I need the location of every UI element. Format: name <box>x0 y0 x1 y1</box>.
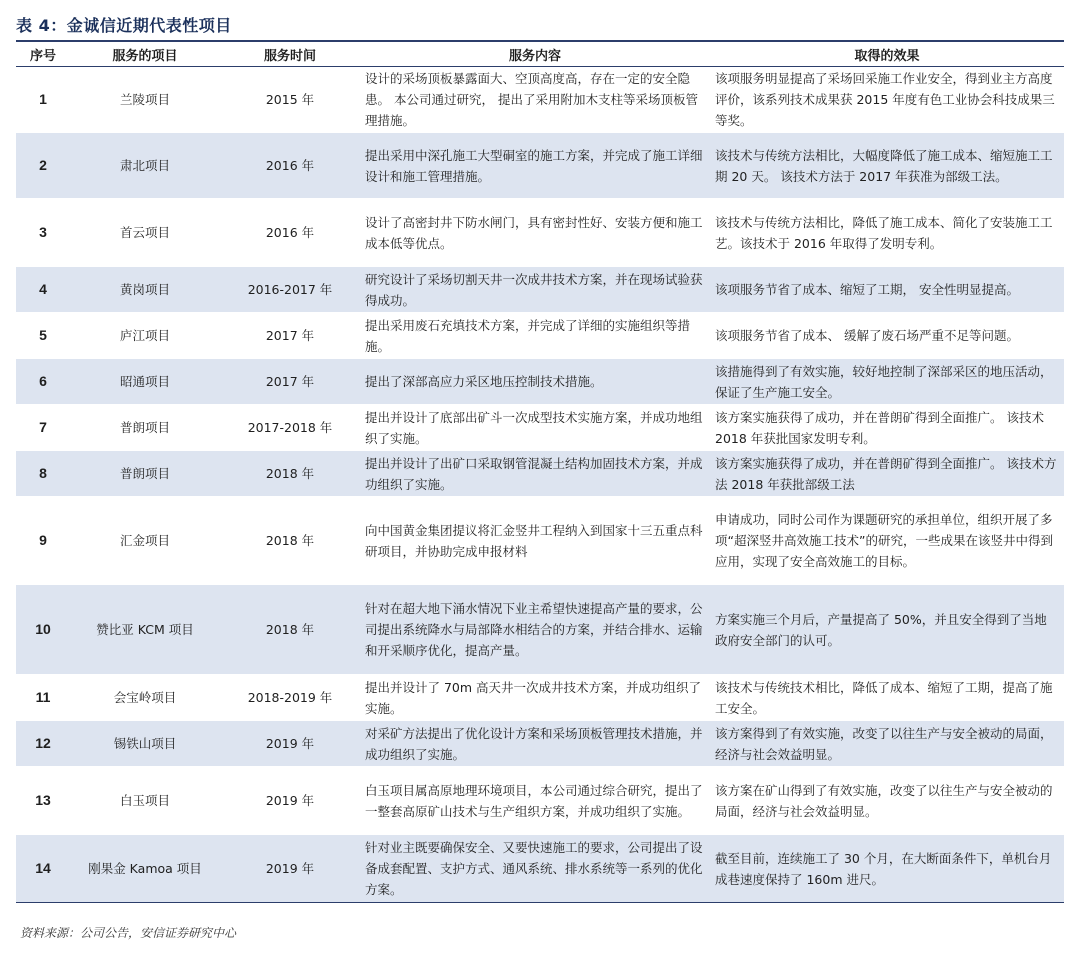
row-content: 设计的采场顶板暴露面大、空顶高度高，存在一定的安全隐患。 本公司通过研究， 提出了采用附加木支柱等采场顶板管理措施。 <box>360 67 710 133</box>
row-num: 12 <box>16 721 70 767</box>
row-project: 刚果金 Kamoa 项目 <box>70 835 220 903</box>
row-content: 提出采用中深孔施工大型硐室的施工方案，并完成了施工详细设计和施工管理措施。 <box>360 133 710 199</box>
row-num: 1 <box>16 67 70 133</box>
table-row <box>16 133 1064 199</box>
row-effect: 该措施得到了有效实施，较好地控制了深部采区的地压活动，保证了生产施工安全。 <box>710 359 1064 405</box>
header-time: 服务时间 <box>220 41 360 67</box>
row-content: 设计了高密封井下防水闸门，具有密封性好、安装方便和施工成本低等优点。 <box>360 199 710 267</box>
row-effect: 方案实施三个月后，产量提高了 50%，并且安全得到了当地政府安全部门的认可。 <box>710 585 1064 675</box>
row-num: 5 <box>16 313 70 359</box>
row-effect: 该技术与传统方法相比，降低了施工成本、简化了安装施工工艺。该技术于 2016 年取得了发明专利。 <box>710 199 1064 267</box>
source-note: 资料来源：公司公告，安信证券研究中心 <box>20 926 237 940</box>
row-content: 白玉项目属高原地理环境项目，本公司通过综合研究，提出了一整套高原矿山技术与生产组织方案，并成功组织了实施。 <box>360 767 710 835</box>
row-num: 14 <box>16 835 70 903</box>
row-content: 提出采用废石充填技术方案，并完成了详细的实施组织等措施。 <box>360 313 710 359</box>
row-effect: 该项服务节省了成本、缩短了工期， 安全性明显提高。 <box>710 267 1064 313</box>
row-time: 2017 年 <box>220 359 360 405</box>
header-content: 服务内容 <box>360 41 710 67</box>
row-time: 2016 年 <box>220 133 360 199</box>
row-content: 针对在超大地下涌水情况下业主希望快速提高产量的要求，公司提出系统降水与局部降水相结合的方案，并结合排水、运输和开采顺序优化，提高产量。 <box>360 585 710 675</box>
row-project: 普朗项目 <box>70 451 220 497</box>
row-effect: 该方案实施获得了成功，并在普朗矿得到全面推广。 该技术 2018 年获批国家发明专利。 <box>710 405 1064 451</box>
row-content: 提出并设计了 70m 高天井一次成井技术方案，并成功组织了实施。 <box>360 675 710 721</box>
row-time: 2019 年 <box>220 835 360 903</box>
row-num: 3 <box>16 199 70 267</box>
row-time: 2018-2019 年 <box>220 675 360 721</box>
table-row <box>16 359 1064 405</box>
row-effect: 该项服务明显提高了采场回采施工作业安全，得到业主方高度评价，该系列技术成果获 2015 年度有色工业协会科技成果三等奖。 <box>710 67 1064 133</box>
table-row <box>16 721 1064 767</box>
row-num: 9 <box>16 497 70 585</box>
header-num: 序号 <box>16 41 70 67</box>
row-num: 2 <box>16 133 70 199</box>
row-project: 黄岗项目 <box>70 267 220 313</box>
row-effect: 该方案得到了有效实施，改变了以往生产与安全被动的局面，经济与社会效益明显。 <box>710 721 1064 767</box>
row-time: 2017-2018 年 <box>220 405 360 451</box>
row-time: 2018 年 <box>220 451 360 497</box>
row-project: 肃北项目 <box>70 133 220 199</box>
row-content: 针对业主既要确保安全、又要快速施工的要求，公司提出了设备成套配置、支护方式、通风系统、排水系统等一系列的优化方案。 <box>360 835 710 903</box>
row-project: 汇金项目 <box>70 497 220 585</box>
row-num: 10 <box>16 585 70 675</box>
row-project: 昭通项目 <box>70 359 220 405</box>
table-row <box>16 199 1064 267</box>
row-project: 白玉项目 <box>70 767 220 835</box>
header-project: 服务的项目 <box>70 41 220 67</box>
row-effect: 该项服务节省了成本、 缓解了废石场严重不足等问题。 <box>710 313 1064 359</box>
row-effect: 该方案实施获得了成功，并在普朗矿得到全面推广。 该技术方法 2018 年获批部级工法 <box>710 451 1064 497</box>
row-time: 2016-2017 年 <box>220 267 360 313</box>
table-row <box>16 67 1064 133</box>
row-project: 兰陵项目 <box>70 67 220 133</box>
row-num: 6 <box>16 359 70 405</box>
row-content: 研究设计了采场切割天井一次成井技术方案，并在现场试验获得成功。 <box>360 267 710 313</box>
row-num: 7 <box>16 405 70 451</box>
table-row <box>16 313 1064 359</box>
row-content: 向中国黄金集团提议将汇金竖井工程纳入到国家十三五重点科研项目，并协助完成申报材料 <box>360 497 710 585</box>
row-content: 提出了深部高应力采区地压控制技术措施。 <box>360 359 710 405</box>
row-content: 提出并设计了出矿口采取钢管混凝土结构加固技术方案，并成功组织了实施。 <box>360 451 710 497</box>
row-project: 会宝岭项目 <box>70 675 220 721</box>
row-num: 11 <box>16 675 70 721</box>
row-project: 赞比亚 KCM 项目 <box>70 585 220 675</box>
row-effect: 申请成功，同时公司作为课题研究的承担单位，组织开展了多项“超深竖井高效施工技术”的研究，一些成果在该竖井中得到应用，实现了安全高效施工的目标。 <box>710 497 1064 585</box>
row-content: 对采矿方法提出了优化设计方案和采场顶板管理技术措施，并成功组织了实施。 <box>360 721 710 767</box>
row-time: 2018 年 <box>220 585 360 675</box>
row-num: 8 <box>16 451 70 497</box>
row-time: 2019 年 <box>220 721 360 767</box>
table-header <box>16 41 1064 67</box>
row-time: 2017 年 <box>220 313 360 359</box>
table-row <box>16 451 1064 497</box>
row-time: 2019 年 <box>220 767 360 835</box>
row-time: 2016 年 <box>220 199 360 267</box>
row-num: 13 <box>16 767 70 835</box>
table-row <box>16 675 1064 721</box>
row-effect: 截至目前，连续施工了 30 个月，在大断面条件下，单机台月成巷速度保持了 160m 进尺。 <box>710 835 1064 903</box>
table-row <box>16 767 1064 835</box>
row-content: 提出并设计了底部出矿斗一次成型技术实施方案，并成功地组织了实施。 <box>360 405 710 451</box>
row-time: 2015 年 <box>220 67 360 133</box>
table-body <box>16 67 1064 903</box>
row-num: 4 <box>16 267 70 313</box>
table-title: 表 4：金诚信近期代表性项目 <box>16 16 232 35</box>
table-row <box>16 405 1064 451</box>
table-row <box>16 267 1064 313</box>
table-row <box>16 585 1064 675</box>
row-project: 锡铁山项目 <box>70 721 220 767</box>
projects-table <box>16 40 1064 903</box>
row-effect: 该技术与传统方法相比，大幅度降低了施工成本、缩短施工工期 20 天。 该技术方法于 2017 年获准为部级工法。 <box>710 133 1064 199</box>
row-project: 庐江项目 <box>70 313 220 359</box>
table-row <box>16 497 1064 585</box>
row-time: 2018 年 <box>220 497 360 585</box>
row-effect: 该技术与传统技术相比，降低了成本、缩短了工期，提高了施工安全。 <box>710 675 1064 721</box>
table-row <box>16 835 1064 903</box>
row-effect: 该方案在矿山得到了有效实施，改变了以往生产与安全被动的局面，经济与社会效益明显。 <box>710 767 1064 835</box>
row-project: 首云项目 <box>70 199 220 267</box>
row-project: 普朗项目 <box>70 405 220 451</box>
header-effect: 取得的效果 <box>710 41 1064 67</box>
